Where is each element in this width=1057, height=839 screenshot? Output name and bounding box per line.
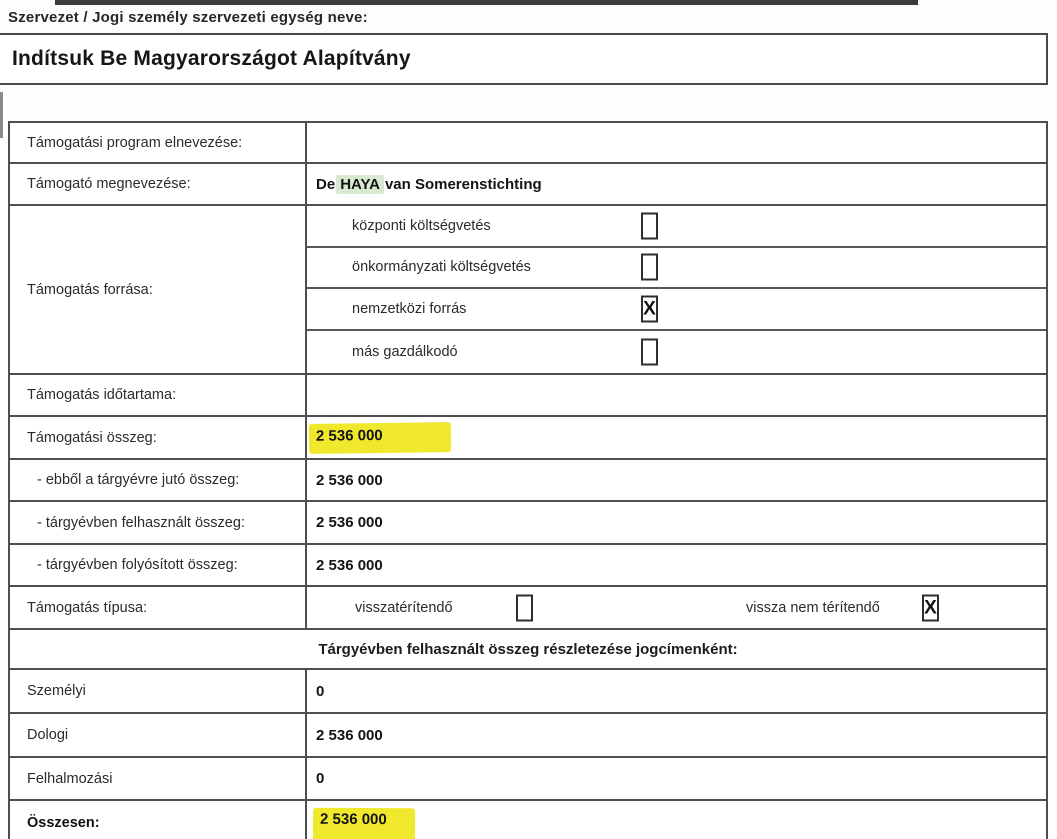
row-value	[307, 375, 1046, 415]
source-option	[307, 331, 1046, 373]
option-label: visszatérítendő	[355, 599, 453, 616]
highlighted-total: 2 536 000	[313, 807, 415, 839]
table-row	[10, 502, 1046, 545]
option-label: önkormányzati költségvetés	[352, 259, 531, 276]
checkbox-municipal-budget	[641, 254, 658, 281]
page-edge-line	[0, 92, 3, 138]
organization-name-box	[0, 33, 1048, 85]
organization-name-value: Indítsuk Be Magyarországot Alapítvány	[12, 47, 411, 70]
table-row	[10, 670, 1046, 714]
checkbox-repayable	[516, 594, 533, 621]
table-row	[10, 123, 1046, 164]
row-label: Dologi	[10, 714, 307, 756]
table-row	[10, 417, 1046, 460]
source-option	[307, 206, 1046, 248]
section-header: Tárgyévben felhasznált összeg részletezése jogcímenként:	[10, 630, 1046, 670]
row-value: 2 536 000	[316, 471, 383, 489]
row-label: Felhalmozási	[10, 758, 307, 799]
supporter-name-prefix: De	[316, 175, 336, 193]
table-row	[10, 758, 1046, 801]
row-value: 2 536 000	[316, 556, 383, 574]
option-label: központi költségvetés	[352, 217, 491, 234]
row-label: Támogatás forrása:	[10, 206, 307, 373]
table-row-source	[10, 206, 1046, 375]
checkbox-other-operator	[641, 338, 658, 365]
row-label: - ebből a tárgyévre jutó összeg:	[10, 460, 307, 500]
source-option	[307, 289, 1046, 331]
checkbox-international-source-checked: X	[641, 295, 658, 322]
table-row	[10, 164, 1046, 206]
option-label: más gazdálkodó	[352, 343, 458, 360]
row-label: Támogatás időtartama:	[10, 375, 307, 415]
table-row	[10, 375, 1046, 417]
supporter-name-highlighted: HAYA	[336, 175, 384, 194]
checkbox-central-budget	[641, 212, 658, 239]
top-divider-rule	[55, 0, 918, 5]
option-label: nemzetközi forrás	[352, 300, 467, 317]
highlighted-amount: 2 536 000	[309, 422, 451, 454]
row-label: - tárgyévben folyósított összeg:	[10, 545, 307, 585]
checkbox-non-repayable-checked: X	[922, 594, 939, 621]
row-label: Támogatási összeg:	[10, 417, 307, 458]
row-label: - tárgyévben felhasznált összeg:	[10, 502, 307, 543]
row-value	[307, 417, 1046, 458]
table-row	[10, 714, 1046, 758]
row-label: Összesen:	[10, 801, 307, 839]
row-value: 0	[316, 770, 325, 787]
type-options	[307, 587, 1046, 628]
table-row-type	[10, 587, 1046, 630]
supporter-name-suffix: van Somerenstichting	[384, 175, 542, 193]
row-value: 2 536 000	[316, 514, 383, 531]
row-label: Támogatás típusa:	[10, 587, 307, 628]
option-label: vissza nem térítendő	[746, 599, 880, 616]
organization-name-label: Szervezet / Jogi személy szervezeti egység neve:	[8, 9, 368, 26]
table-row	[10, 460, 1046, 502]
row-value: 2 536 000	[316, 726, 383, 744]
table-row	[10, 545, 1046, 587]
row-label: Támogatási program elnevezése:	[10, 123, 307, 162]
table-row-total	[10, 801, 1046, 839]
row-label: Támogató megnevezése:	[10, 164, 307, 204]
row-value	[307, 164, 1046, 204]
row-label: Személyi	[10, 670, 307, 712]
row-value	[307, 801, 1046, 839]
support-details-table	[8, 121, 1048, 839]
source-option	[307, 248, 1046, 290]
source-options	[307, 206, 1046, 373]
row-value: 0	[316, 682, 325, 700]
row-value	[307, 123, 1046, 162]
